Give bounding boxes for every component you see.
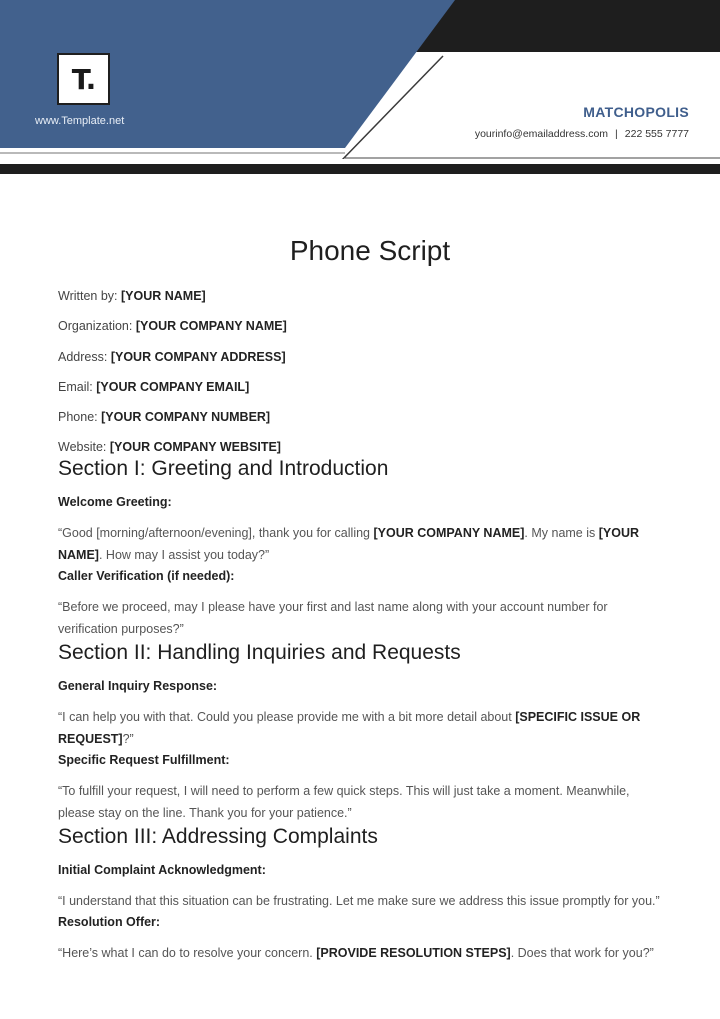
meta-written-by xyxy=(58,288,668,318)
placeholder-run: [SPECIFIC ISSUE OR REQUEST] xyxy=(58,709,641,746)
logo xyxy=(57,53,110,105)
text-run: “To fulfill your request, I will need to perform a few quick steps. This will just take a moment. Meanwhile, please stay on the line. Thank you for your patience.” xyxy=(58,783,630,820)
text-run: “I can help you with that. Could you please provide me with a bit more detail about xyxy=(58,709,516,724)
meta-label: Email: xyxy=(58,379,93,394)
brand-name: MATCHOPOLIS xyxy=(583,104,689,120)
meta-value: [YOUR COMPANY NAME] xyxy=(135,319,287,334)
text-run: . How may I assist you today?” xyxy=(98,547,270,562)
contact-separator: | xyxy=(615,128,618,140)
placeholder-run: [YOUR NAME] xyxy=(58,525,640,562)
contact-phone: 222 555 7777 xyxy=(624,128,689,140)
script-paragraph xyxy=(58,596,668,640)
logo-letter: T. xyxy=(71,62,96,96)
text-run: . My name is xyxy=(524,525,599,540)
text-run: “Here’s what I can do to resolve your concern. xyxy=(58,945,317,960)
meta-label: Phone: xyxy=(58,410,98,425)
meta-email xyxy=(58,379,668,409)
script-paragraph xyxy=(58,706,668,750)
document-header xyxy=(0,0,720,175)
meta-label: Address: xyxy=(58,349,108,364)
text-run: . Does that work for you?” xyxy=(510,945,654,960)
script-paragraph xyxy=(58,522,668,566)
placeholder-run: [YOUR COMPANY NAME] xyxy=(373,525,525,540)
subsection-heading: General Inquiry Response: xyxy=(58,678,218,693)
meta-label: Website: xyxy=(58,440,107,455)
meta-address xyxy=(58,349,668,379)
contact-line xyxy=(475,128,689,140)
script-paragraph xyxy=(58,890,668,912)
meta-value: [YOUR COMPANY EMAIL] xyxy=(96,379,250,394)
meta-phone xyxy=(58,409,668,439)
script-paragraph xyxy=(58,780,668,824)
meta-value: [YOUR COMPANY ADDRESS] xyxy=(110,349,286,364)
meta-label: Organization: xyxy=(58,319,133,334)
contact-email: yourinfo@emailaddress.com xyxy=(474,128,609,140)
text-run: “Before we proceed, may I please have your first and last name along with your account number for verification purposes?” xyxy=(58,599,608,636)
section-title: Section III: Addressing Complaints xyxy=(58,824,378,848)
meta-label: Written by: xyxy=(58,289,118,303)
document-title: Phone Script xyxy=(289,235,451,266)
meta-value: [YOUR NAME] xyxy=(121,289,206,303)
document-body xyxy=(58,232,668,966)
meta-value: [YOUR COMPANY NUMBER] xyxy=(101,410,271,425)
subsection-heading: Initial Complaint Acknowledgment: xyxy=(58,862,266,877)
text-run: “Good [morning/afternoon/evening], thank you for calling xyxy=(58,525,374,540)
text-run: “I understand that this situation can be frustrating. Let me make sure we address this issue promptly for you.” xyxy=(58,893,660,908)
meta-value: [YOUR COMPANY WEBSITE] xyxy=(109,440,281,455)
script-paragraph xyxy=(58,942,668,964)
subsection-heading: Resolution Offer: xyxy=(58,914,161,929)
text-run: ?” xyxy=(122,731,134,746)
section-title: Section II: Handling Inquiries and Requests xyxy=(58,640,461,664)
site-url: www.Template.net xyxy=(35,115,125,127)
meta-organization xyxy=(58,318,668,348)
subsection-heading: Specific Request Fulfillment: xyxy=(58,752,230,767)
section-title: Section I: Greeting and Introduction xyxy=(58,456,389,480)
placeholder-run: [PROVIDE RESOLUTION STEPS] xyxy=(316,945,511,960)
subsection-heading: Welcome Greeting: xyxy=(58,494,172,509)
subsection-heading: Caller Verification (if needed): xyxy=(58,568,235,583)
